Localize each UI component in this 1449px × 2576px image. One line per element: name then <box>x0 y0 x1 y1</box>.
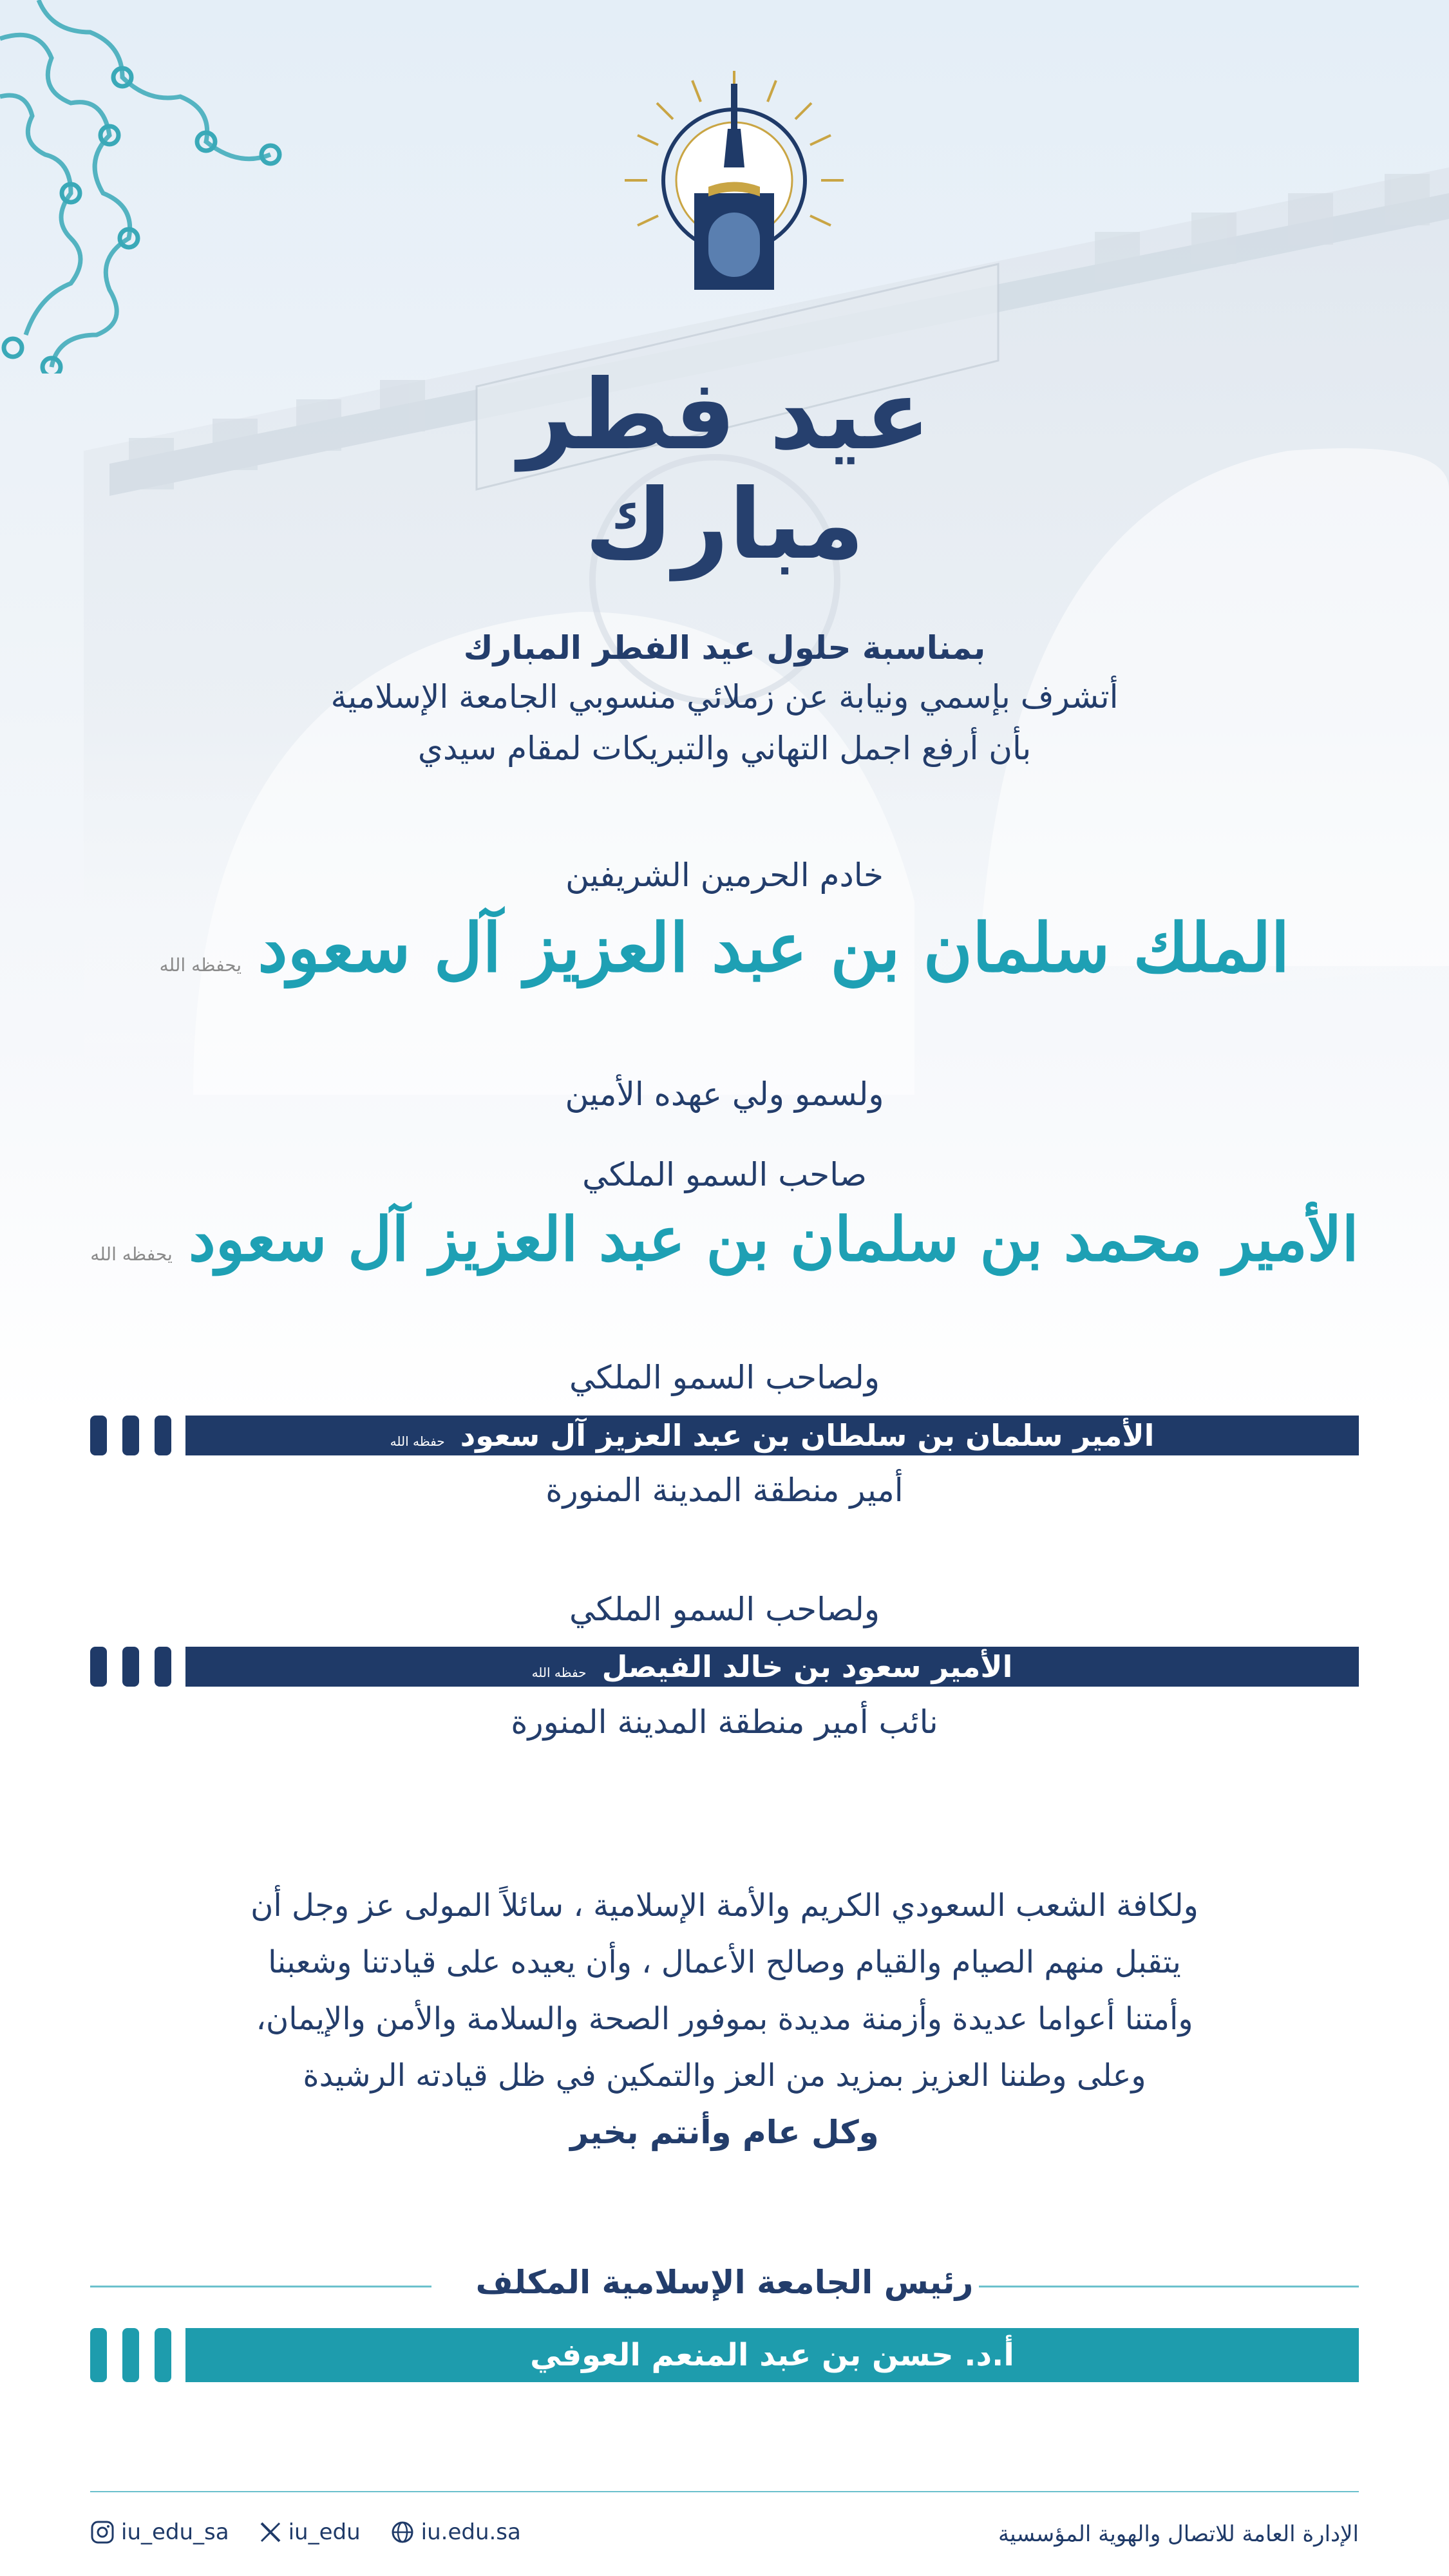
crown-prince-intro: ولسمو ولي عهده الأمين <box>565 1075 884 1113</box>
governor-honorific: حفظه الله <box>390 1434 445 1449</box>
bar-stripe <box>90 2328 107 2382</box>
footer-divider <box>90 2491 1359 2492</box>
bar-stripe <box>90 1416 107 1455</box>
deputy-name: الأمير سعود بن خالد الفيصل <box>601 1649 1013 1684</box>
bar-stripe <box>155 1416 171 1455</box>
intro-block <box>0 625 1449 774</box>
crown-prince-name-calligraphy <box>0 1204 1449 1275</box>
footer-department: الإدارة العامة للاتصال والهوية المؤسسية <box>998 2521 1359 2547</box>
governor-name: الأمير سلمان بن سلطان بن عبد العزيز آل سعود <box>460 1418 1155 1453</box>
crown-prince-title: صاحب السمو الملكي <box>582 1156 867 1193</box>
crown-prince-honorific: يحفظه الله <box>90 1244 173 1265</box>
crown-prince-name: الأمير محمد بن سلمان بن عبد العزيز آل سعود <box>188 1204 1359 1275</box>
bar-stripe <box>155 2328 171 2382</box>
bar-stripe <box>122 1647 139 1687</box>
bar-stripe <box>155 1647 171 1687</box>
closing-line-5: وكل عام وأنتم بخير <box>570 2114 879 2151</box>
intro-line-1: بمناسبة حلول عيد الفطر المبارك <box>463 629 986 667</box>
university-logo <box>618 64 850 296</box>
governor-title: ولصاحب السمو الملكي <box>569 1359 880 1396</box>
bar-stripe <box>122 2328 139 2382</box>
intro-line-3: بأن أرفع اجمل التهاني والتبريكات لمقام سيدي <box>417 730 1032 767</box>
bar-stripe <box>90 1647 107 1687</box>
closing-line-1: ولكافة الشعب السعودي الكريم والأمة الإسلامية ، سائلاً المولى عز وجل أن <box>251 1888 1198 1924</box>
website-url: iu.edu.sa <box>421 2519 521 2545</box>
signature-name: أ.د. حسن بن عبد المنعم العوفي <box>530 2337 1014 2373</box>
signature-title: رئيس الجامعة الإسلامية المكلف <box>475 2264 974 2301</box>
x-link[interactable] <box>259 2519 361 2545</box>
deputy-role: نائب أمير منطقة المدينة المنورة <box>511 1703 938 1741</box>
governor-role: أمير منطقة المدينة المنورة <box>545 1472 904 1509</box>
x-icon <box>259 2521 282 2544</box>
eid-title-line1: عيد فطر <box>518 359 931 471</box>
governor-name-row <box>185 1416 1359 1461</box>
x-handle: iu_edu <box>288 2519 361 2545</box>
geometric-pattern-decoration <box>0 0 296 374</box>
king-name: الملك سلمان بن عبد العزيز آل سعود <box>258 908 1290 987</box>
deputy-name-row <box>185 1647 1359 1692</box>
instagram-icon <box>90 2520 115 2544</box>
closing-line-4: وعلى وطننا العزيز بمزيد من العز والتمكين في ظل قيادته الرشيدة <box>303 2058 1146 2094</box>
instagram-link[interactable] <box>90 2519 229 2545</box>
closing-line-3: وأمتنا أعواما عديدة وأزمنة مديدة بموفور الصحة والسلامة والأمن والإيمان، <box>256 2001 1193 2037</box>
website-link[interactable] <box>390 2519 521 2545</box>
deputy-title: ولصاحب السمو الملكي <box>569 1591 880 1628</box>
instagram-handle: iu_edu_sa <box>121 2519 229 2545</box>
eid-title-line2: مبارك <box>584 469 865 581</box>
bar-stripe <box>122 1416 139 1455</box>
globe-icon <box>390 2520 415 2544</box>
king-honorific: يحفظه الله <box>159 954 242 976</box>
intro-line-2: أتشرف بإسمي ونيابة عن زملائي منسوبي الجامعة الإسلامية <box>330 678 1119 715</box>
king-title: خادم الحرمين الشريفين <box>565 857 884 894</box>
deputy-honorific: حفظه الله <box>531 1665 587 1680</box>
closing-line-2: يتقبل منهم الصيام والقيام وصالح الأعمال ، وأن يعيده على قيادتنا وشعبنا <box>268 1944 1181 1980</box>
closing-paragraph <box>0 1877 1449 2161</box>
footer-social <box>90 2519 521 2545</box>
eid-mubarak-title <box>0 361 1449 580</box>
king-name-calligraphy <box>0 908 1449 987</box>
